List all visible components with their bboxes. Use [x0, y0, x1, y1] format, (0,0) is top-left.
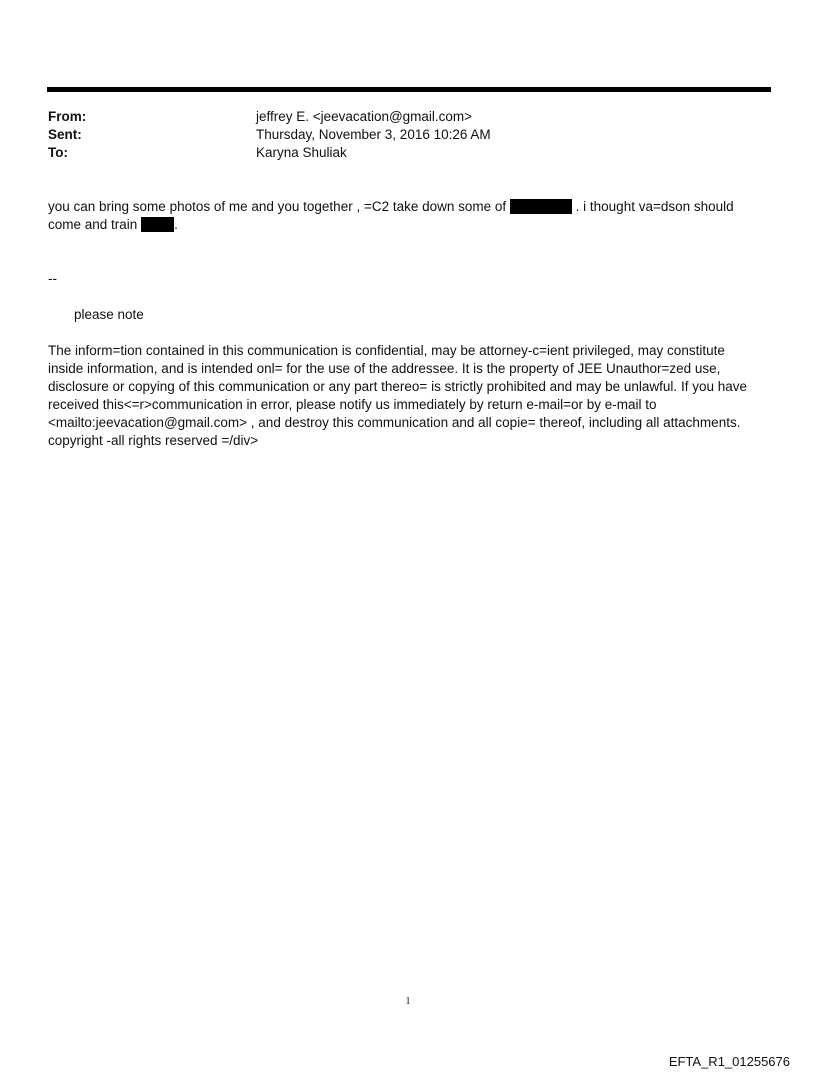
- to-value: Karyna Shuliak: [256, 145, 347, 160]
- message-line-1-part-1: you can bring some photos of me and you together , =C2 take down some of: [48, 199, 510, 214]
- sent-label: Sent:: [48, 127, 82, 142]
- bates-number: EFTA_R1_01255676: [668, 1054, 790, 1069]
- from-label: From:: [48, 109, 87, 124]
- message-line-1: [48, 198, 763, 216]
- redaction-box: [141, 217, 174, 232]
- confidentiality-disclaimer: The inform=tion contained in this communication is confidential, may be attorney-c=ient privileged, may constitute inside information, and is intended onl= for the use of the addressee. It is the property of JEE Unauthor=zed use, disclosure or copying of this communication or any part thereo= is strictly prohibited and may be unlawful. If you have received this<=r>communication in error, please notify us immediately by return e-mail=or by e-mail to <mailto:jeevacation@gmail.com> , and destroy this communication and all copie= thereof, including all attachments. copyright -all rights reserved =/div>: [48, 343, 747, 448]
- header-to-row: [48, 144, 347, 162]
- header-divider-rule: [47, 87, 771, 92]
- header-sent-row: [48, 126, 491, 144]
- message-line-1-part-2: . i thought va=dson should: [571, 199, 734, 214]
- please-note-text: please note: [74, 307, 144, 322]
- message-line-2-part-2: .: [174, 217, 178, 232]
- message-line-2-part-1: come and train: [48, 217, 142, 232]
- header-from-row: [48, 108, 472, 126]
- message-line-2: [48, 216, 763, 234]
- page-number: 1: [405, 996, 411, 1007]
- message-body: [48, 198, 763, 234]
- signature-separator: --: [48, 271, 57, 286]
- from-value: jeffrey E. <jeevacation@gmail.com>: [256, 109, 473, 124]
- sent-value: Thursday, November 3, 2016 10:26 AM: [256, 127, 491, 142]
- to-label: To:: [48, 145, 68, 160]
- redaction-box: [510, 199, 572, 214]
